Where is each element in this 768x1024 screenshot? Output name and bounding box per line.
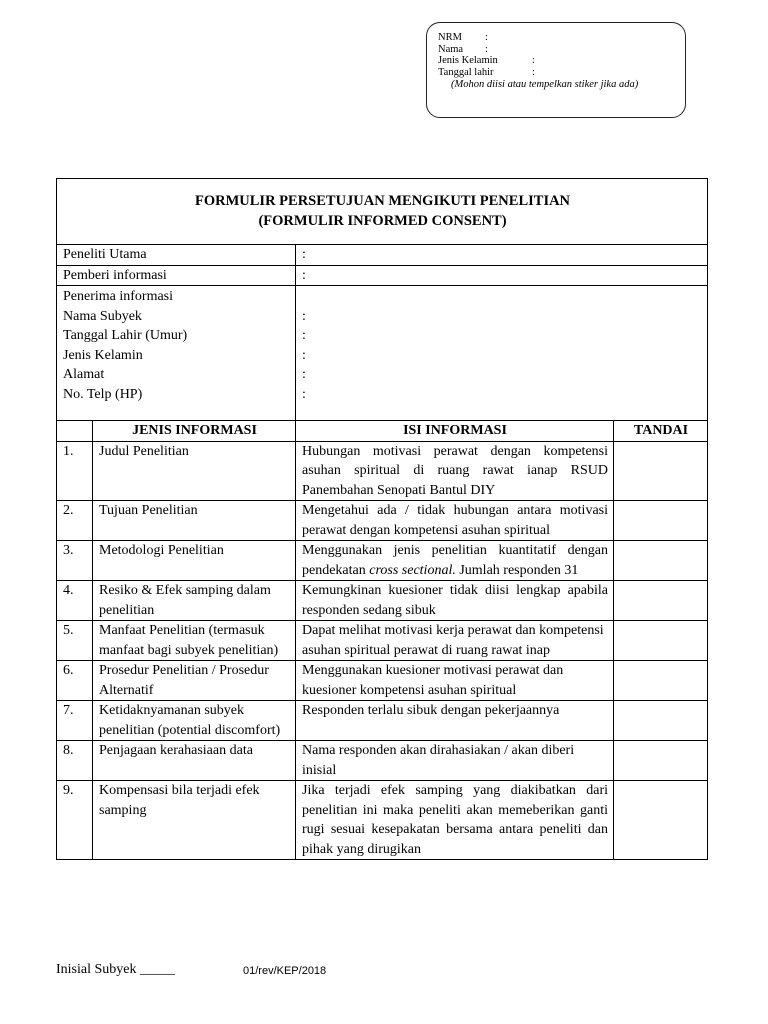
header-jenis-informasi: JENIS INFORMASI <box>93 421 296 442</box>
nama-colon: : <box>485 43 488 55</box>
row-number: 2. <box>57 501 93 541</box>
table-row <box>57 741 708 781</box>
sticker-note: (Mohon diisi atau tempelkan stiker jika ada) <box>451 79 639 90</box>
jenis-informasi-cell: Kompensasi bila terjadi efek samping <box>93 781 296 860</box>
no-telp-field[interactable]: : <box>302 386 306 402</box>
nrm-label: NRM <box>438 32 462 43</box>
isi-informasi-cell: Responden terlalu sibuk dengan pekerjaannya <box>296 701 614 741</box>
penerima-informasi-labels <box>57 286 296 421</box>
penerima-informasi-label: Penerima informasi <box>63 289 174 304</box>
tandai-cell[interactable] <box>614 541 708 581</box>
jenis-kelamin-subyek-field[interactable]: : <box>302 347 306 363</box>
tandai-cell[interactable] <box>614 781 708 860</box>
tandai-cell[interactable] <box>614 501 708 541</box>
jenis-kelamin-row <box>438 55 685 67</box>
jenis-informasi-cell: Metodologi Penelitian <box>93 541 296 581</box>
tanggal-lahir-umur-field[interactable]: : <box>302 328 306 343</box>
tanggal-lahir-umur-label: Tanggal Lahir (Umur) <box>63 328 188 343</box>
penerima-informasi-row <box>57 286 708 421</box>
table-row <box>57 701 708 741</box>
nrm-colon: : <box>485 32 488 43</box>
peneliti-utama-field[interactable]: : <box>296 245 708 266</box>
tandai-cell[interactable] <box>614 741 708 781</box>
jenis-informasi-cell: Tujuan Penelitian <box>93 501 296 541</box>
nrm-row <box>438 32 685 44</box>
nama-label: Nama <box>438 43 464 55</box>
nama-subyek-field[interactable]: : <box>302 308 306 324</box>
patient-id-box <box>426 22 686 118</box>
subject-initials: Inisial Subyek _____ <box>56 962 175 977</box>
table-row <box>57 441 708 501</box>
peneliti-utama-row <box>57 245 708 266</box>
tanggal-lahir-label: Tanggal lahir <box>438 66 494 78</box>
pemberi-informasi-field[interactable]: : <box>296 265 708 286</box>
table-row <box>57 501 708 541</box>
penerima-informasi-fields <box>296 286 708 421</box>
pemberi-informasi-label: Pemberi informasi <box>57 265 296 286</box>
isi-informasi-cell: Nama responden akan dirahasiakan / akan diberi inisial <box>296 741 614 781</box>
table-row <box>57 541 708 581</box>
isi-informasi-cell: Kemungkinan kuesioner tidak diisi lengkap apabila responden sedang sibuk <box>296 581 614 621</box>
isi-text-pre: Menggunakan jenis penelitian kuantitatif dengan pendekatan <box>302 543 608 578</box>
peneliti-utama-label: Peneliti Utama <box>57 245 296 266</box>
info-header-row <box>57 421 708 442</box>
isi-informasi-cell: Dapat melihat motivasi kerja perawat dan kompetensi asuhan spiritual perawat di ruang rawat inap <box>296 621 614 661</box>
jenis-informasi-cell: Penjagaan kerahasiaan data <box>93 741 296 781</box>
jenis-informasi-cell: Ketidaknyamanan subyek penelitian (potential discomfort) <box>93 701 296 741</box>
table-row <box>57 781 708 860</box>
isi-informasi-cell: Jika terjadi efek samping yang diakibatkan dari penelitian ini maka peneliti akan memeberikan ganti rugi sesuai kesepakatan bersama antara peneliti dan pihak yang dirugikan <box>296 781 614 860</box>
row-number: 6. <box>57 661 93 701</box>
isi-text-italic: cross sectional. <box>369 562 456 578</box>
tanggal-lahir-colon: : <box>532 66 535 78</box>
isi-informasi-cell: Hubungan motivasi perawat dengan kompetensi asuhan spiritual di ruang rawat ianap RSUD Panembahan Senopati Bantul DIY <box>296 441 614 501</box>
tandai-cell[interactable] <box>614 701 708 741</box>
pemberi-informasi-row <box>57 265 708 286</box>
row-number: 4. <box>57 581 93 621</box>
tandai-cell[interactable] <box>614 441 708 501</box>
tandai-cell[interactable] <box>614 581 708 621</box>
tanggal-lahir-row <box>438 67 685 79</box>
table-row <box>57 581 708 621</box>
row-number: 7. <box>57 701 93 741</box>
header-tandai: TANDAI <box>614 421 708 442</box>
jenis-informasi-cell: Prosedur Penelitian / Prosedur Alternatif <box>93 661 296 701</box>
jenis-informasi-cell: Resiko & Efek samping dalam penelitian <box>93 581 296 621</box>
alamat-field[interactable]: : <box>302 367 306 382</box>
form-title-line1: FORMULIR PERSETUJUAN MENGIKUTI PENELITIAN <box>195 193 571 209</box>
nama-row <box>438 44 685 56</box>
jenis-informasi-cell: Judul Penelitian <box>93 441 296 501</box>
form-title-line2: (FORMULIR INFORMED CONSENT) <box>258 212 507 229</box>
jenis-informasi-cell: Manfaat Penelitian (termasuk manfaat bagi subyek penelitian) <box>93 621 296 661</box>
row-number: 8. <box>57 741 93 781</box>
isi-informasi-cell <box>296 541 614 581</box>
tandai-cell[interactable] <box>614 661 708 701</box>
title-row <box>57 179 708 245</box>
jenis-kelamin-label: Jenis Kelamin <box>438 55 498 66</box>
tandai-cell[interactable] <box>614 621 708 661</box>
table-row <box>57 661 708 701</box>
row-number: 1. <box>57 441 93 501</box>
row-number: 3. <box>57 541 93 581</box>
consent-form-table <box>56 178 708 860</box>
header-no <box>57 421 93 442</box>
no-telp-label: No. Telp (HP) <box>63 386 143 402</box>
isi-informasi-cell: Menggunakan kuesioner motivasi perawat dan kuesioner kompetensi asuhan spiritual <box>296 661 614 701</box>
header-isi-informasi: ISI INFORMASI <box>296 421 614 442</box>
row-number: 5. <box>57 621 93 661</box>
nama-subyek-label: Nama Subyek <box>63 308 142 324</box>
document-code: 01/rev/KEP/2018 <box>243 965 327 977</box>
table-row <box>57 621 708 661</box>
alamat-label: Alamat <box>63 367 105 382</box>
isi-informasi-cell: Mengetahui ada / tidak hubungan antara motivasi perawat dengan kompetensi asuhan spiritual <box>296 501 614 541</box>
jenis-kelamin-subyek-label: Jenis Kelamin <box>63 347 143 363</box>
form-title <box>57 179 708 245</box>
row-number: 9. <box>57 781 93 860</box>
isi-text-post: Jumlah responden 31 <box>455 562 579 578</box>
jenis-kelamin-colon: : <box>532 55 535 66</box>
